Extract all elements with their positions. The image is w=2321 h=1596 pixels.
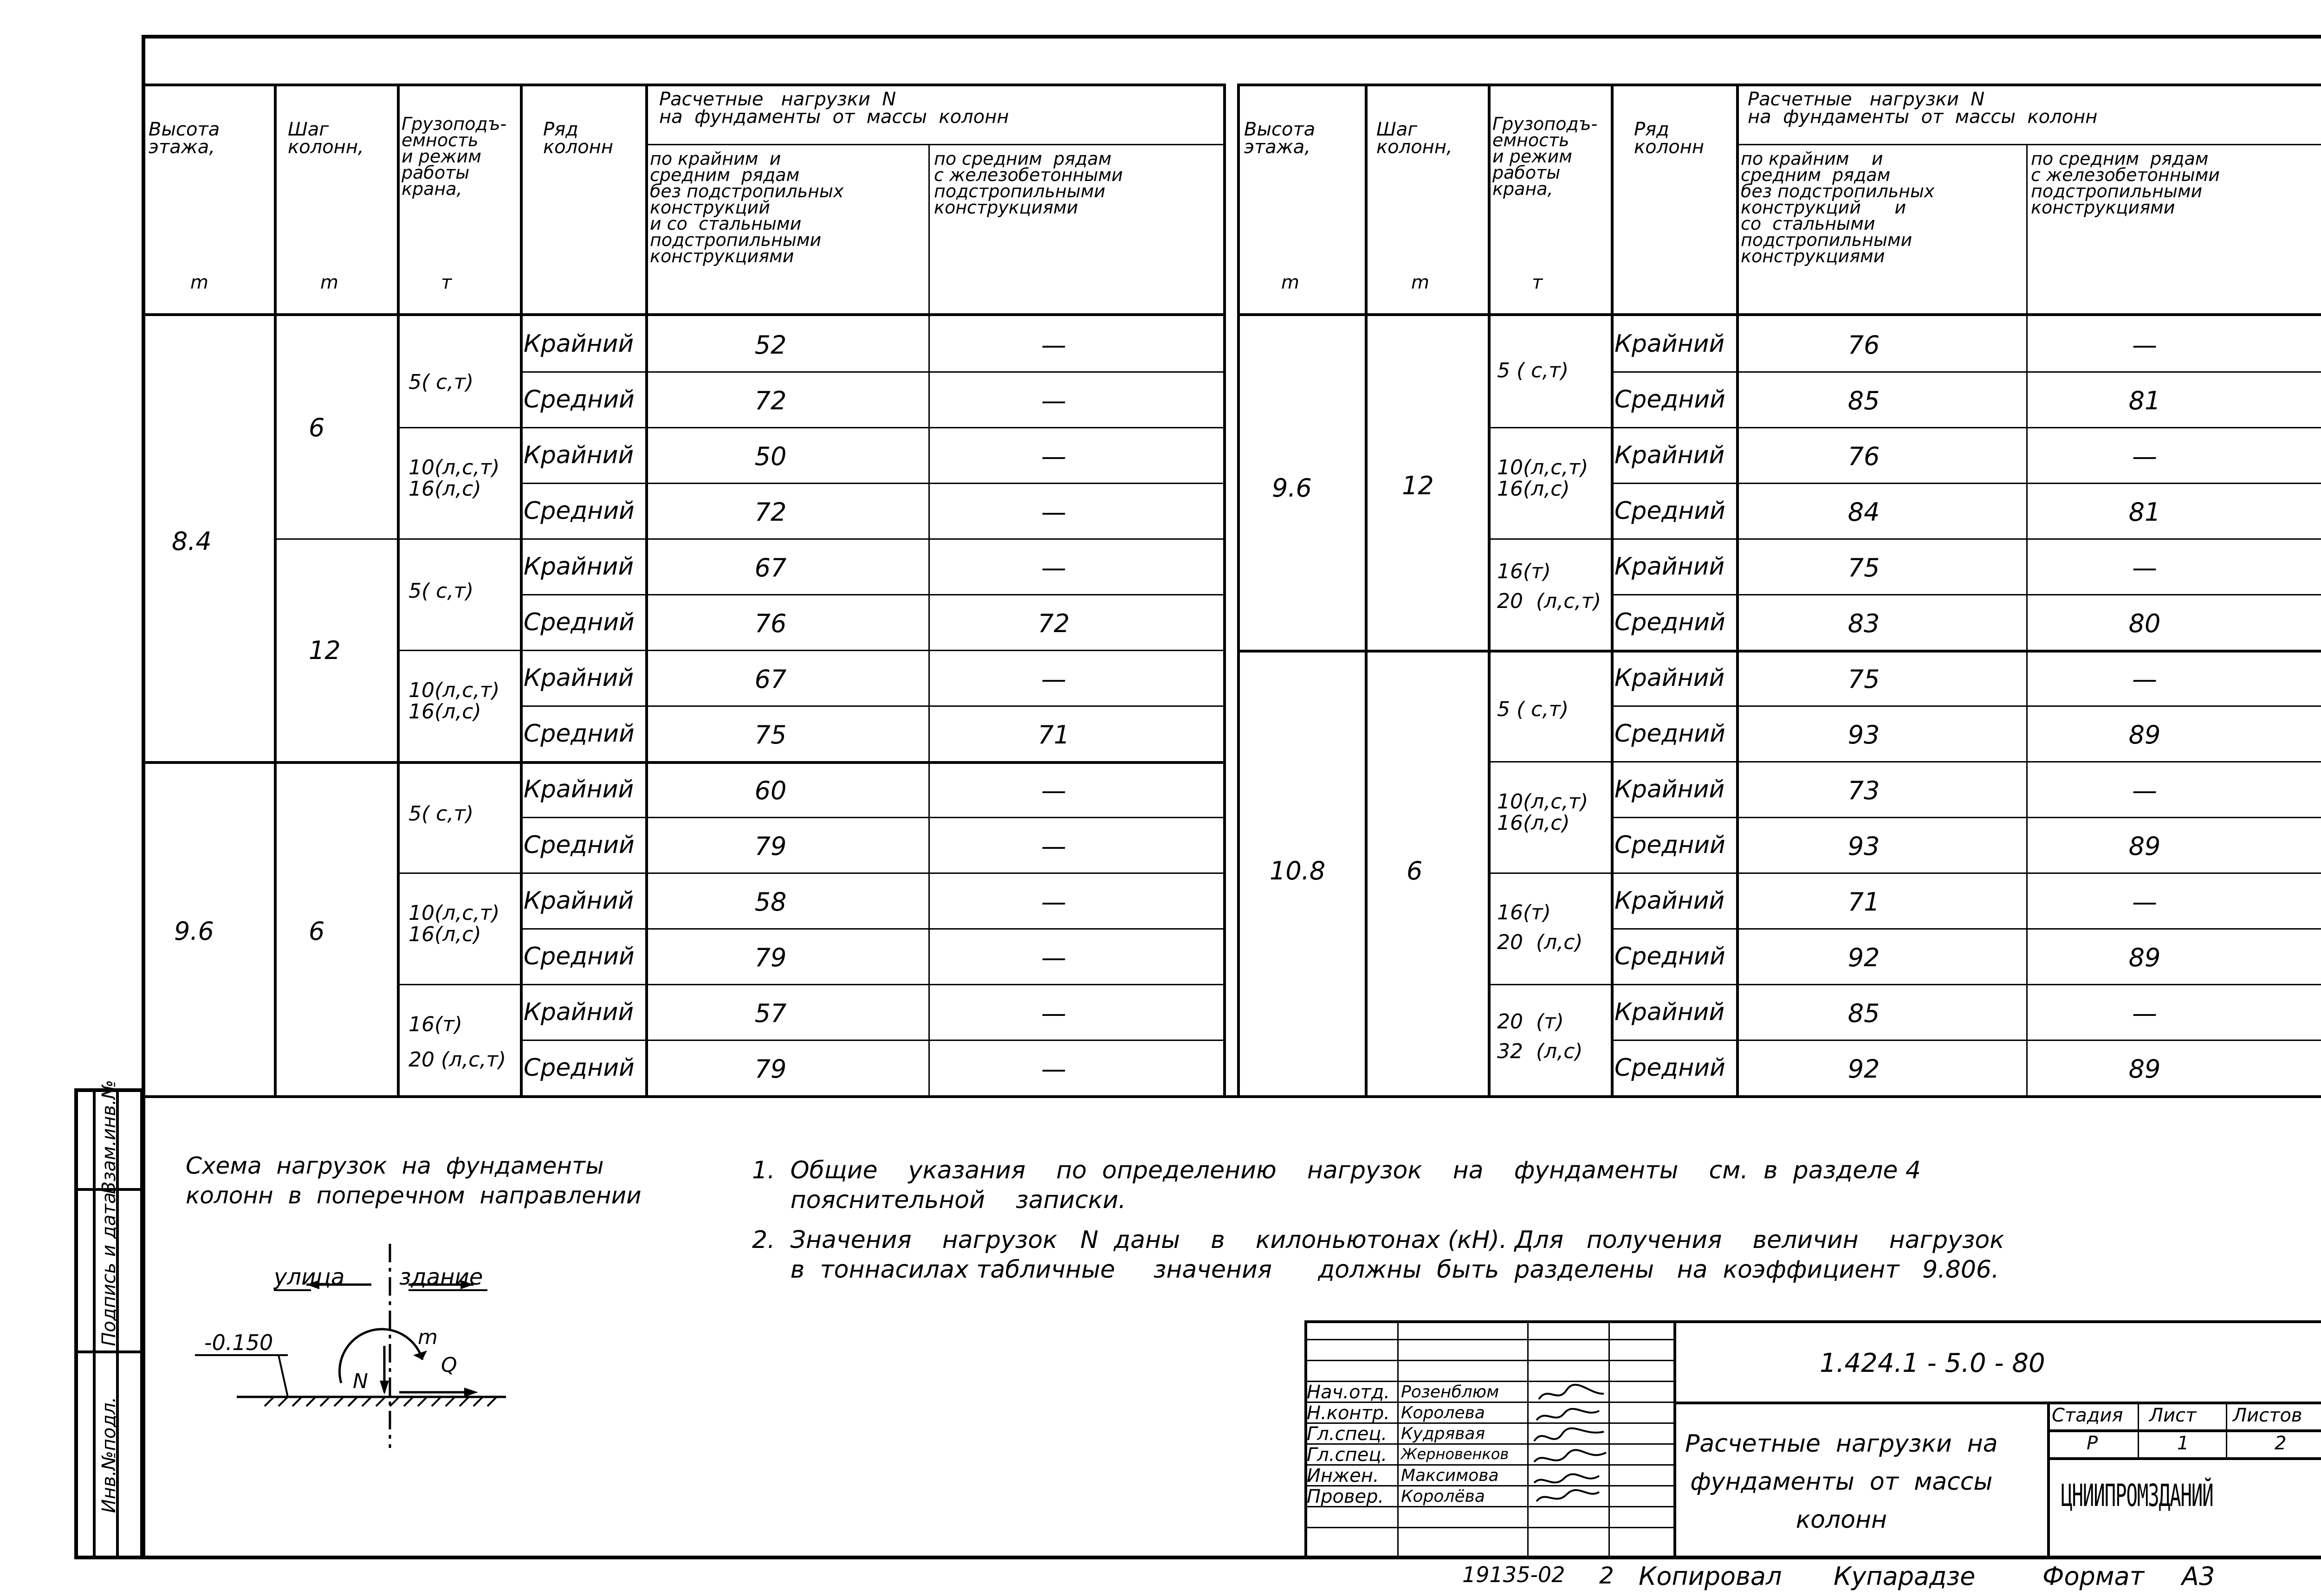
left-value-n2: — [1041,776,1066,805]
right-value-n2: 81 [2128,386,2161,415]
right-value-n2: — [2132,665,2157,694]
right-value-n1: 85 [1848,386,1880,415]
scheme-title: Схема нагрузок на фундаменты колонн в поперечном направлении [186,1152,642,1209]
right-row-type: Крайний [1614,998,1725,1026]
left-row-type: Средний [524,1054,635,1082]
right-value-n2: — [2132,553,2157,582]
note-1: 1. Общие указания по определению нагрузок на фундаменты см. в разделе 4 пояснительной записки. [752,1157,1921,1214]
drawing-title: Расчетные нагрузки на фундаменты от массы колонн [1685,1430,1998,1534]
left-row-type: Средний [524,386,635,414]
signatures [1530,1381,1608,1506]
left-value-n1: 72 [754,498,787,527]
left-capacity: 5( с,т) [408,370,474,394]
right-row-type: Средний [1614,497,1725,525]
footer-sheet-no: 2 [1599,1562,1614,1589]
right-header-row: Ряд колонн [1634,119,1704,158]
right-value-n1: 93 [1848,832,1880,861]
left-value-n1: 79 [754,943,787,972]
note-2: 2. Значения нагрузок N даны в килоньютонах (кН). Для получения величин нагрузок в тоннасилах табличные значения должны быть разделены на коэффициент 9.806. [752,1226,2004,1284]
left-value-n1: 79 [754,1054,787,1084]
right-row-type: Средний [1614,1054,1725,1082]
role-label: Инжен. [1307,1465,1379,1486]
left-header-step-unit: m [320,272,338,293]
left-row-type: Крайний [524,887,634,915]
sheets-label: Листов [2233,1405,2302,1426]
scheme-level-label: -0.150 [204,1330,273,1355]
left-header-loads-title: Расчетные нагрузки N на фундаменты от массы колонн [659,89,1009,128]
left-header-loads-col2: по средним рядам с железобетонными подстропильными конструкциями [934,149,1123,218]
right-value-n2: — [2132,776,2157,805]
left-value-n2: — [1041,943,1066,972]
right-value-n1: 92 [1848,1054,1880,1084]
right-capacity: 16(т) 20 (л,с) [1497,901,1583,954]
right-value-n1: 73 [1848,776,1880,805]
left-header-capacity-unit: т [441,272,452,293]
scheme-m-label: m [418,1325,438,1349]
right-value-n2: — [2132,330,2157,360]
right-value-n2: 80 [2128,609,2161,638]
left-header-loads-col1: по крайним и средним рядам без подстропильных конструкций и со стальными подстропильными конструкциями [650,149,844,266]
side-stamp-inv-podl: Инв.№подл. [98,1396,120,1513]
right-row-type: Крайний [1614,441,1725,469]
left-value-n2: — [1041,832,1066,861]
left-header-height: Высота этажа, [149,119,220,158]
right-row-type: Средний [1614,720,1725,748]
left-value-n1: 79 [754,832,787,861]
left-row-type: Крайний [524,998,634,1026]
sheet-label: Лист [2149,1405,2197,1426]
left-value-n1: 52 [754,330,787,360]
right-capacity: 10(л,с,т) 16(л,с) [1497,456,1588,501]
right-capacity: 20 (т) 32 (л,с) [1497,1010,1583,1063]
left-step: 6 [309,413,325,442]
left-value-n1: 67 [754,665,787,694]
left-row-type: Средний [524,831,635,859]
left-capacity: 16(т) 20 (л,с,т) [408,1013,506,1072]
right-header-height-unit: m [1281,272,1299,293]
left-step: 6 [309,917,325,946]
footer-format: А3 [2182,1562,2215,1591]
left-row-type: Средний [524,943,635,970]
right-step: 12 [1402,471,1434,500]
role-label: Гл.спец. [1307,1423,1387,1445]
left-value-n2: 72 [1037,609,1070,638]
footer-format-label: Формат [2042,1562,2145,1591]
right-row-type: Средний [1614,386,1725,414]
right-header-loads-title: Расчетные нагрузки N на фундаменты от массы колонн [1748,89,2098,128]
right-row-type: Средний [1614,608,1725,636]
organization-name: ЦНИИПРОМЗДАНИЙ [2061,1478,2213,1513]
left-value-n1: 75 [754,720,787,750]
left-header-row: Ряд колонн [543,119,613,158]
right-value-n2: 89 [2128,832,2161,861]
scheme-q-label: Q [441,1353,457,1377]
right-height: 9.6 [1272,473,1312,503]
left-row-type: Средний [524,720,635,748]
left-value-n2: — [1041,665,1066,694]
left-row-type: Крайний [524,330,634,358]
right-step: 6 [1407,856,1423,885]
person-name: Кудрявая [1401,1424,1485,1443]
right-value-n1: 85 [1848,999,1880,1028]
right-value-n1: 93 [1848,720,1880,750]
left-value-n2: 71 [1037,720,1070,750]
left-capacity: 5( с,т) [408,802,474,826]
left-value-n2: — [1041,1054,1066,1084]
right-row-type: Крайний [1614,775,1725,803]
person-name: Максимова [1401,1466,1499,1485]
person-name: Королёва [1401,1487,1485,1506]
right-header-height: Высота этажа, [1244,119,1316,158]
right-value-n2: 89 [2128,1054,2161,1084]
left-value-n1: 76 [754,609,787,638]
person-name: Жерновенков [1401,1445,1509,1463]
left-value-n2: — [1041,442,1066,471]
right-capacity: 5 ( с,т) [1497,698,1569,721]
left-value-n1: 57 [754,999,787,1028]
footer-copied-by: Купарадзе [1834,1562,1976,1591]
role-label: Н.контр. [1307,1402,1390,1424]
right-value-n2: 89 [2128,943,2161,972]
left-value-n2: — [1041,553,1066,582]
left-row-type: Крайний [524,664,634,692]
right-value-n1: 71 [1848,887,1880,917]
left-header-step: Шаг колонн, [288,119,364,158]
right-value-n1: 83 [1848,609,1880,638]
footer-number: 19135-02 [1462,1562,1565,1587]
side-stamp-podpis: Подпись и дата [98,1192,120,1346]
left-header-capacity: Грузоподъ- емность и режим работы крана, [402,114,507,199]
stage-label: Стадия [2052,1405,2123,1426]
left-value-n2: — [1041,999,1066,1028]
left-value-n2: — [1041,498,1066,527]
right-capacity: 16(т) 20 (л,с,т) [1497,560,1601,613]
left-value-n2: — [1041,386,1066,415]
right-value-n2: — [2132,442,2157,471]
right-value-n1: 76 [1848,442,1880,471]
right-height: 10.8 [1270,856,1326,885]
right-header-step-unit: m [1411,272,1429,293]
right-header-step: Шаг колонн, [1376,119,1452,158]
left-row-type: Крайний [524,553,634,581]
right-header-loads-col2: по средним рядам с железобетонными подстропильными конструкциями [2031,149,2220,218]
scheme-building-label: здание [399,1264,483,1290]
right-header-capacity: Грузоподъ- емность и режим работы крана, [1492,114,1598,199]
right-header-capacity-unit: т [1532,272,1543,293]
left-capacity: 10(л,с,т) 16(л,с) [408,901,500,946]
left-value-n2: — [1041,330,1066,360]
role-label: Гл.спец. [1307,1444,1387,1466]
right-row-type: Крайний [1614,664,1725,692]
left-value-n1: 50 [754,442,787,471]
left-row-type: Крайний [524,775,634,803]
right-row-type: Крайний [1614,553,1725,581]
left-value-n1: 72 [754,386,787,415]
right-value-n2: — [2132,887,2157,917]
right-capacity: 5 ( с,т) [1497,359,1569,382]
right-value-n1: 84 [1848,498,1880,527]
left-row-type: Средний [524,608,635,636]
person-name: Розенблюм [1401,1383,1499,1402]
right-row-type: Средний [1614,943,1725,970]
left-row-type: Крайний [524,441,634,469]
left-capacity: 5( с,т) [408,579,474,603]
side-stamp-vzam: Взам.инв.№ [98,1079,120,1195]
left-value-n2: — [1041,887,1066,917]
right-row-type: Крайний [1614,330,1725,358]
document-code: 1.424.1 - 5.0 - 80 [1820,1348,2045,1378]
right-capacity: 10(л,с,т) 16(л,с) [1497,790,1588,835]
left-row-type: Средний [524,497,635,525]
right-value-n2: — [2132,999,2157,1028]
stage-value: Р [2087,1433,2098,1454]
left-value-n1: 58 [754,887,787,917]
scheme-street-label: улица [274,1264,345,1290]
left-capacity: 10(л,с,т) 16(л,с) [408,678,500,724]
left-capacity: 10(л,с,т) 16(л,с) [408,456,500,501]
right-row-type: Крайний [1614,887,1725,915]
role-label: Провер. [1307,1486,1384,1507]
footer-copied-label: Копировал [1639,1562,1782,1591]
right-value-n1: 92 [1848,943,1880,972]
left-value-n1: 60 [754,776,787,805]
left-step: 12 [309,636,341,665]
right-value-n1: 76 [1848,330,1880,360]
right-value-n2: 89 [2128,720,2161,750]
right-value-n1: 75 [1848,553,1880,582]
right-value-n2: 81 [2128,498,2161,527]
left-header-height-unit: m [190,272,208,293]
person-name: Королева [1401,1403,1485,1422]
left-height: 8.4 [172,527,212,556]
left-value-n1: 67 [754,553,787,582]
right-header-loads-col1: по крайним и средним рядам без подстропильных конструкций и со стальными подстропильными конструкциями [1741,149,1935,266]
left-height: 9.6 [174,917,214,946]
right-row-type: Средний [1614,831,1725,859]
role-label: Нач.отд. [1307,1382,1390,1403]
sheets-value: 2 [2275,1433,2287,1454]
scheme-n-label: N [353,1370,368,1393]
right-value-n1: 75 [1848,665,1880,694]
sheet-value: 1 [2177,1433,2189,1454]
